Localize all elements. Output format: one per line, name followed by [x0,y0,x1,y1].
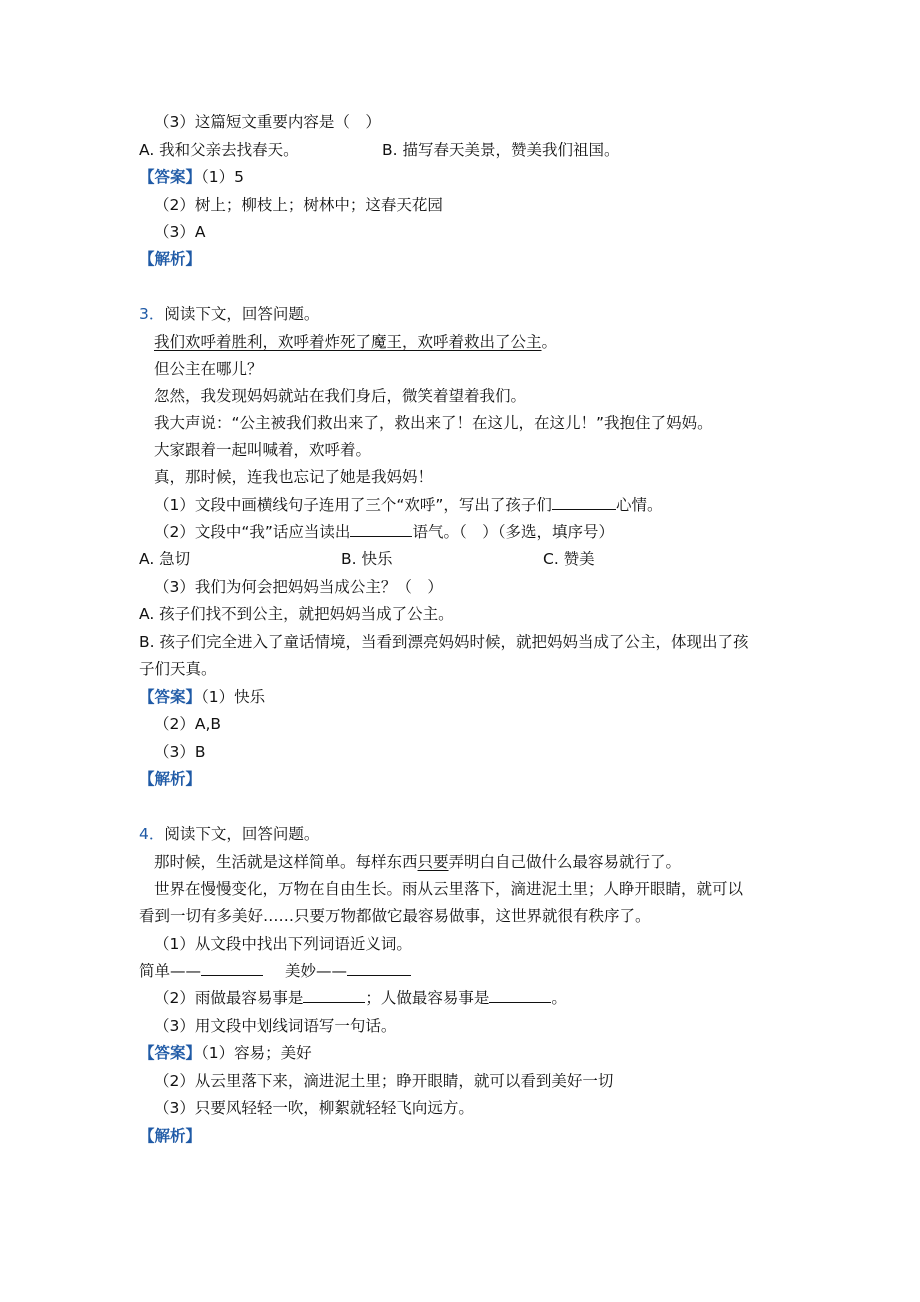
q2-answer-3: （3）A [154,223,206,241]
q3-sub3: （3）我们为何会把妈妈当成公主？（ ） [154,578,443,596]
q3-sub3-option-b-line2: 子们天真。 [139,660,217,678]
q4-header [139,824,319,844]
q4-sub2: （2）雨做最容易事是 ；人做最容易事是 。 [154,989,567,1007]
q3-header [139,304,319,324]
q3-paragraph-3: 忽然，我发现妈妈就站在我们身后，微笑着望着我们。 [154,387,527,405]
q4-word-1: 简单—— [139,962,202,980]
q3-answer-1: （1）快乐 [201,688,266,706]
q3-paragraph-1: 我们欢呼着胜利，欢呼着炸死了魔王，欢呼着救出了公主。 [154,333,558,351]
q4-analysis-tag: 【解析】 [139,1127,202,1145]
underlined-sentence: 我们欢呼着胜利，欢呼着炸死了魔王，欢呼着救出了公主 [154,333,542,351]
q2-answer-row [139,167,244,187]
q3-sub3-option-a: A. 孩子们找不到公主，就把妈妈当成了公主。 [139,605,454,623]
q4-answer-1: （1）容易；美好 [201,1044,312,1062]
underlined-word: 只要 [417,853,449,871]
answer-tag: 【答案】 [139,168,202,186]
q4-answer-row [139,1043,312,1063]
q2-answer-1: （1）5 [201,168,244,186]
q4-intro: 阅读下文，回答问题。 [164,825,320,843]
q2-option-b: B. 描写春天美景，赞美我们祖国。 [382,141,620,159]
q4-answer-2: （2）从云里落下来，滴进泥土里；睁开眼睛，就可以看到美好一切 [154,1072,614,1090]
q3-intro: 阅读下文，回答问题。 [164,305,320,323]
answer-blank [350,522,412,537]
q3-analysis-tag: 【解析】 [139,770,202,788]
q3-paragraph-4: 我大声说：“公主被我们救出来了，救出来了！在这儿，在这儿！”我抱住了妈妈。 [154,414,713,432]
answer-blank [489,988,551,1003]
q4-sub3: （3）用文段中划线词语写一句话。 [154,1017,397,1035]
q3-option-b: B. 快乐 [341,550,393,568]
q2-sub3: （3）这篇短文重要内容是（ ） [154,113,381,131]
answer-tag: 【答案】 [139,1044,202,1062]
q3-option-a: A. 急切 [139,550,191,568]
answer-tag: 【答案】 [139,688,202,706]
q4-answer-3: （3）只要风轻轻一吹，柳絮就轻轻飞向远方。 [154,1099,474,1117]
q4-word-row [139,961,411,981]
q4-word-2: 美妙—— [285,962,348,980]
q4-paragraph-2-line2: 看到一切有多美好……只要万物都做它最容易做事，这世界就很有秩序了。 [139,907,651,925]
q3-answer-3: （3）B [154,743,206,761]
answer-blank [303,988,365,1003]
q3-option-c: C. 赞美 [543,550,595,568]
q3-paragraph-2: 但公主在哪儿？ [154,360,263,378]
answer-blank [347,961,411,976]
q3-number: 3． [139,305,165,323]
q3-sub2: （2）文段中“我”话应当读出 语气。（ ）（多选，填序号） [154,523,614,541]
q3-sub3-option-b-line1: B. 孩子们完全进入了童话情境，当看到漂亮妈妈时候，就把妈妈当成了公主，体现出了孩 [139,633,749,651]
q3-paragraph-6: 真，那时候，连我也忘记了她是我妈妈！ [154,468,434,486]
q3-sub1: （1）文段中画横线句子连用了三个“欢呼”，写出了孩子们 心情。 [154,496,663,514]
q3-answer-2: （2）A,B [154,715,222,733]
q3-paragraph-5: 大家跟着一起叫喊着，欢呼着。 [154,441,372,459]
q3-answer-row [139,687,265,707]
q4-paragraph-2-line1: 世界在慢慢变化，万物在自由生长。雨从云里落下，滴进泥土里；人睁开眼睛，就可以 [154,880,744,898]
q4-number: 4． [139,825,165,843]
q2-option-a: A. 我和父亲去找春天。 [139,141,299,159]
q2-analysis-tag: 【解析】 [139,250,202,268]
q2-answer-2: （2）树上；柳枝上；树林中；这春天花园 [154,196,443,214]
q4-sub1: （1）从文段中找出下列词语近义词。 [154,935,412,953]
answer-blank [552,495,616,510]
answer-blank [201,961,263,976]
q4-paragraph-1: 那时候，生活就是这样简单。每样东西只要弄明白自己做什么最容易就行了。 [154,853,682,871]
